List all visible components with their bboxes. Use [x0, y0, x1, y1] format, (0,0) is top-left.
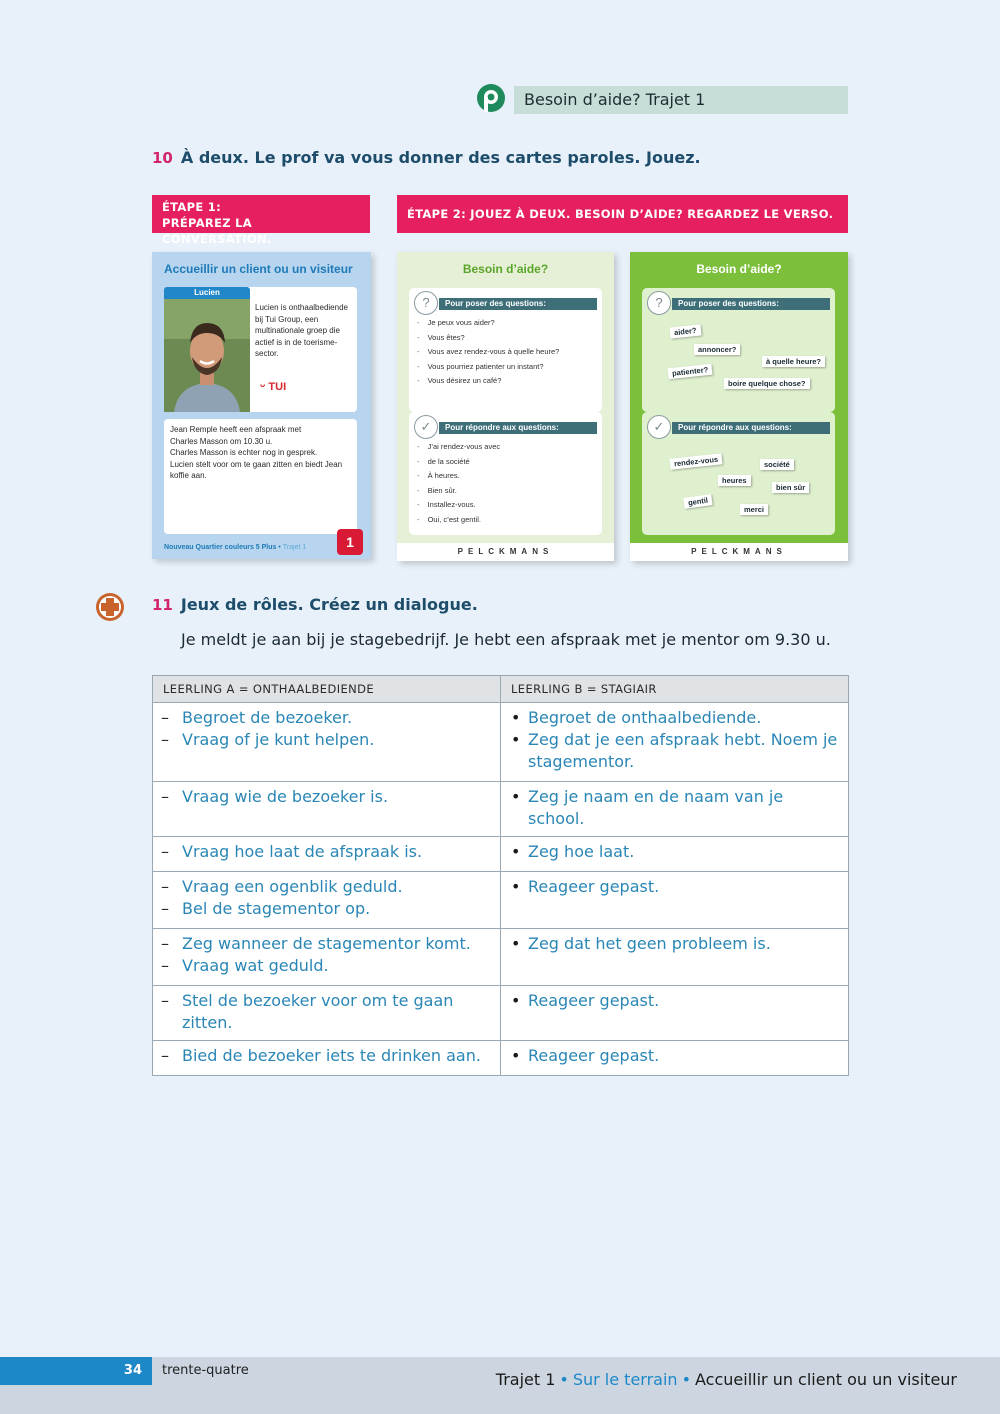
card-footer: Nouveau Quartier couleurs 5 Plus • Trajet 1 [164, 544, 307, 551]
panel-heading: Pour répondre aux questions: [439, 422, 597, 434]
character-panel [164, 287, 357, 412]
cell-b [501, 986, 849, 1041]
keyword: merci [740, 504, 768, 515]
list-item: - Vous pourriez patienter un instant? [417, 360, 559, 375]
instruction-item: – Bel de stagementor op. [161, 898, 494, 920]
cell-a [153, 1041, 501, 1076]
instruction-item: – Vraag hoe laat de afspraak is. [161, 841, 494, 863]
plus-circle-icon [95, 592, 125, 622]
instruction-item: • Begroet de onthaalbediende. [509, 707, 842, 729]
answer-list [417, 440, 500, 527]
answer-keywords-panel [642, 412, 835, 535]
column-header-a: LEERLING A = ONTHAALBEDIENDE [153, 676, 501, 703]
instruction-item: • Reageer gepast. [509, 876, 842, 898]
breadcrumb-item: Trajet 1 [495, 1370, 556, 1389]
table-row [153, 782, 849, 837]
page-footer [0, 1357, 1000, 1414]
cell-a [153, 837, 501, 872]
instruction-item: – Begroet de bezoeker. [161, 707, 494, 729]
exercise-text: Jeux de rôles. Créez un dialogue. [180, 595, 478, 614]
table-row [153, 703, 849, 782]
brand-footer: PELCKMANS [397, 543, 614, 561]
page-number-words: trente-quatre [162, 1363, 249, 1378]
ask-questions-panel [409, 288, 602, 412]
keyword: patienter? [668, 364, 713, 380]
ask-keywords-panel [642, 288, 835, 412]
exercise-11-title [152, 595, 478, 614]
table-row [153, 986, 849, 1041]
instruction-item: • Zeg je naam en de naam van je school. [509, 786, 842, 830]
exercise-text: À deux. Le prof va vous donner des cartes paroles. Jouez. [180, 148, 701, 167]
list-item: - J’ai rendez-vous avec [417, 440, 500, 455]
question-list [417, 316, 559, 389]
instruction-item: – Bied de bezoeker iets te drinken aan. [161, 1045, 494, 1067]
instruction-item: – Vraag of je kunt helpen. [161, 729, 494, 751]
exercise-number: 10 [152, 149, 173, 167]
step-1-line-1: ÉTAPE 1: [162, 200, 221, 214]
list-item: - Vous avez rendez-vous à quelle heure? [417, 345, 559, 360]
instruction-item: • Reageer gepast. [509, 1045, 842, 1067]
instruction-item: – Zeg wanneer de stagementor komt. [161, 933, 494, 955]
situation-line: Lucien stelt voor om te gaan zitten en biedt Jean koffie aan. [170, 459, 343, 480]
instruction-item: • Zeg dat het geen probleem is. [509, 933, 842, 955]
cell-a [153, 703, 501, 782]
situation-line: Charles Masson om 10.30 u. [170, 436, 273, 446]
step-1-line-2: PRÉPAREZ LA CONVERSATION. [162, 216, 272, 246]
cell-b [501, 929, 849, 986]
situation-panel [164, 419, 357, 534]
list-item: - Vous êtes? [417, 331, 559, 346]
breadcrumb [496, 1370, 957, 1389]
cell-a [153, 782, 501, 837]
cell-b [501, 1041, 849, 1076]
table-row [153, 1041, 849, 1076]
role-play-table [152, 675, 849, 1076]
list-item: - Installez-vous. [417, 498, 500, 513]
card-title: Besoin d’aide? [696, 262, 782, 276]
cell-b [501, 703, 849, 782]
page-number: 34 [0, 1357, 152, 1385]
column-header-b: LEERLING B = STAGIAIR [501, 676, 849, 703]
cell-b [501, 782, 849, 837]
pelckmans-logo-icon [476, 84, 506, 114]
panel-heading: Pour poser des questions: [439, 298, 597, 310]
exercise-number: 11 [152, 596, 173, 614]
character-photo [164, 299, 250, 412]
instruction-item: – Stel de bezoeker voor om te gaan zitten. [161, 990, 494, 1034]
situation-line: Jean Remple heeft een afspraak met [170, 425, 302, 434]
keyword: à quelle heure? [762, 356, 825, 367]
cell-b [501, 872, 849, 929]
instruction-item: • Zeg hoe laat. [509, 841, 842, 863]
breadcrumb-item: Sur le terrain [572, 1370, 678, 1389]
keyword: aider? [670, 324, 701, 338]
situation-line: Charles Masson is echter nog in gesprek. [170, 448, 318, 457]
cell-a [153, 929, 501, 986]
instruction-item: • Reageer gepast. [509, 990, 842, 1012]
keyword: gentil [683, 494, 712, 509]
keyword: heures [718, 475, 751, 486]
table-row [153, 837, 849, 872]
instruction-item: – Vraag een ogenblik geduld. [161, 876, 494, 898]
cell-a [153, 872, 501, 929]
card-title: Accueillir un client ou un visiteur [164, 262, 353, 276]
character-bio: Lucien is onthaalbediende bij Tui Group, een multinationale groep die actief is in de toerisme-sector. [255, 303, 348, 358]
instruction-item: • Zeg dat je een afspraak hebt. Noem je stagementor. [509, 729, 842, 773]
breadcrumb-separator: • [681, 1370, 691, 1389]
card-number-badge: 1 [337, 529, 363, 555]
instruction-item: – Vraag wie de bezoeker is. [161, 786, 494, 808]
keyword: rendez-vous [670, 453, 723, 469]
breadcrumb-separator: • [559, 1370, 569, 1389]
brand-footer: PELCKMANS [630, 543, 848, 561]
cell-a [153, 986, 501, 1041]
question-bubble-icon: ? [414, 291, 438, 315]
question-bubble-icon: ? [647, 291, 671, 315]
list-item: - À heures. [417, 469, 500, 484]
help-banner: Besoin d’aide? Trajet 1 [514, 86, 848, 114]
list-item: - Je peux vous aider? [417, 316, 559, 331]
list-item: - de la société [417, 455, 500, 470]
keyword: boire quelque chose? [724, 378, 810, 389]
help-card-keywords [630, 252, 848, 561]
keyword: société [760, 459, 794, 470]
tui-logo: ᵕ TUI [260, 378, 287, 393]
step-2-banner: ÉTAPE 2: JOUEZ À DEUX. BESOIN D’AIDE? REGARDEZ LE VERSO. [397, 195, 848, 233]
exercise-instruction: Je meldt je aan bij je stagebedrijf. Je hebt een afspraak met je mentor om 9.30 u. [181, 630, 831, 649]
panel-heading: Pour poser des questions: [672, 298, 830, 310]
step-1-banner [152, 195, 370, 246]
keyword: bien sûr [772, 482, 809, 493]
panel-heading: Pour répondre aux questions: [672, 422, 830, 434]
breadcrumb-item: Accueillir un client ou un visiteur [695, 1370, 957, 1389]
checkmark-icon: ✓ [647, 415, 671, 439]
table-row [153, 872, 849, 929]
exercise-10-title [152, 148, 701, 167]
instruction-item: – Vraag wat geduld. [161, 955, 494, 977]
character-name: Lucien [164, 287, 250, 299]
card-title: Besoin d’aide? [462, 262, 549, 276]
help-card-phrases [397, 252, 614, 561]
answer-questions-panel [409, 412, 602, 535]
list-item: - Vous désirez un café? [417, 374, 559, 389]
list-item: - Oui, c’est gentil. [417, 513, 500, 528]
table-row [153, 929, 849, 986]
cell-b [501, 837, 849, 872]
list-item: - Bien sûr. [417, 484, 500, 499]
checkmark-icon: ✓ [414, 415, 438, 439]
keyword: annoncer? [694, 344, 740, 355]
speaking-card-front [152, 252, 371, 559]
